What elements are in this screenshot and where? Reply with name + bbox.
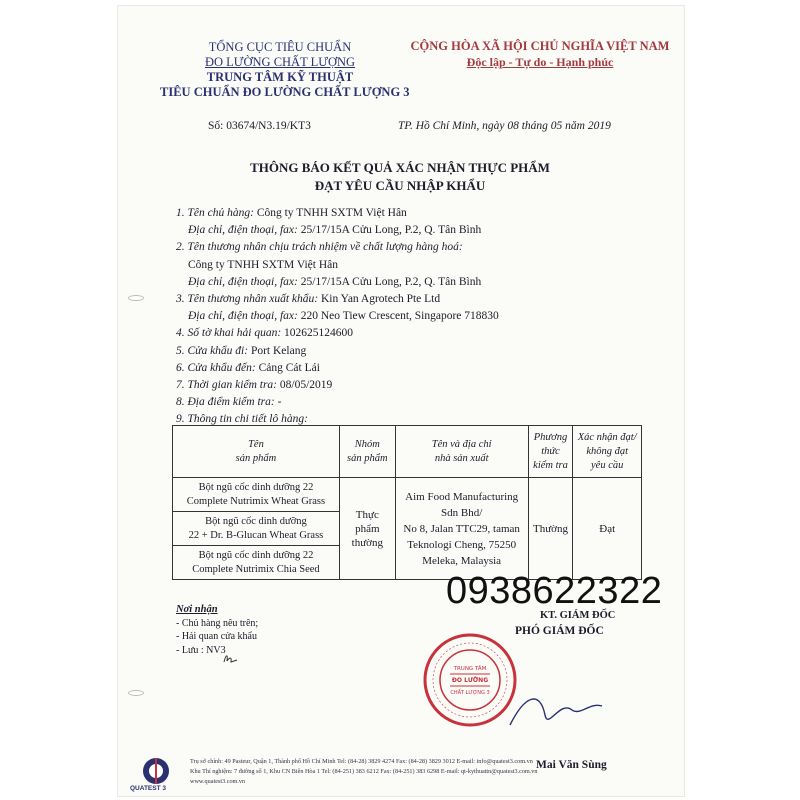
footer-contacts xyxy=(190,757,537,787)
country-name: CỘNG HÒA XÃ HỘI CHỦ NGHĨA VIỆT NAM xyxy=(410,39,670,53)
item-departure-port: 5. Cửa khẩu đi: Port Kelang xyxy=(176,344,307,357)
handwritten-signature xyxy=(500,680,610,740)
issuer-line-1: TỔNG CỤC TIÊU CHUẨN xyxy=(208,40,352,54)
place-date: TP. Hồ Chí Minh, ngày 08 tháng 05 năm 2019 xyxy=(398,120,611,132)
item-owner-address: Địa chỉ, điện thoại, fax: 25/17/15A Cửu Long, P.2, Q. Tân Bình xyxy=(188,224,482,237)
table-row xyxy=(173,478,642,512)
col-inspection-method: Phương thức kiểm tra xyxy=(528,426,573,478)
shipment-info xyxy=(176,205,656,429)
product-group-cell: Thực phẩm thường xyxy=(339,478,395,580)
result-cell: Đạt xyxy=(573,478,642,580)
footer-line: www.quatest3.com.vn xyxy=(190,778,246,785)
signature-kt: KT. GIÁM ĐỐC xyxy=(540,610,616,621)
punch-hole xyxy=(128,690,144,696)
inspection-method-cell: Thường xyxy=(528,478,573,580)
svg-text:TRUNG TÂM: TRUNG TÂM xyxy=(453,666,487,672)
document-title-line-1: THÔNG BÁO KẾT QUẢ XÁC NHẬN THỰC PHẨM xyxy=(250,160,550,175)
footer-line: Trụ sở chính: 49 Pasteur, Quận 1, Thành phố Hồ Chí Minh Tel: (84-28) 3829 4274 Fax: (84-28) 3829 3012 E-mail: info@quatest3.com.vn xyxy=(190,758,533,765)
issuer-header xyxy=(160,40,410,100)
national-header xyxy=(410,38,670,70)
product-name-cell: Bột ngũ cốc dinh dưỡng 22 + Dr. B-Glucan Wheat Grass xyxy=(173,512,340,546)
product-name-cell: Bột ngũ cốc dinh dưỡng 22 Complete Nutrimix Chia Seed xyxy=(173,546,340,580)
issuer-line-4: TIÊU CHUẨN ĐO LƯỜNG CHẤT LƯỢNG 3 xyxy=(160,85,410,99)
document-title-line-2: ĐẠT YÊU CẦU NHẬP KHẨU xyxy=(314,178,486,193)
phone-watermark: 0938622322 xyxy=(446,570,663,612)
table-header-row xyxy=(173,426,642,478)
signature-role: PHÓ GIÁM ĐỐC xyxy=(515,625,604,637)
recipient-item: - Lưu : NV3 xyxy=(176,644,226,656)
item-exporter: 3. Tên thương nhân xuất khẩu: Kin Yan Agrotech Pte Ltd xyxy=(176,293,441,306)
recipient-item: - Hải quan cửa khẩu xyxy=(176,631,257,642)
recipient-item: - Chủ hàng nêu trên; xyxy=(176,617,259,629)
footer-line: Khu Thí nghiệm: 7 đường số 1, Khu CN Biên Hòa 1 Tel: (84-251) 383 6212 Fax: (84-251) 383 6298 E-mail: qt-kythuattn@quatest3.com.vn xyxy=(190,768,538,775)
recipients-title: Nơi nhận xyxy=(176,604,218,615)
manufacturer-cell: Aim Food Manufacturing Sdn Bhd/ No 8, Jalan TTC29, taman Teknologi Cheng, 75250 Meleka, Malaysia xyxy=(395,478,528,580)
item-shipment-details: 9. Thông tin chi tiết lô hàng: xyxy=(176,413,308,426)
item-responsible-name: Công ty TNHH SXTM Việt Hân xyxy=(188,258,338,271)
item-customs-declaration: 4. Số tờ khai hải quan: 102625124600 xyxy=(176,327,354,340)
col-result: Xác nhận đạt/ không đạt yêu cầu xyxy=(573,426,642,478)
initials-mark xyxy=(222,652,240,666)
col-manufacturer: Tên và địa chỉ nhà sản xuất xyxy=(395,426,528,478)
issuer-line-3: TRUNG TÂM KỸ THUẬT xyxy=(206,70,354,84)
logo-text: QUATEST 3 xyxy=(130,785,166,792)
product-name-cell: Bột ngũ cốc dinh dưỡng 22 Complete Nutrimix Wheat Grass xyxy=(173,478,340,512)
item-inspection-time: 7. Thời gian kiểm tra: 08/05/2019 xyxy=(176,379,333,392)
item-responsible: 2. Tên thương nhân chịu trách nhiệm về chất lượng hàng hoá: xyxy=(176,241,463,254)
item-owner: 1. Tên chủ hàng: Công ty TNHH SXTM Việt Hân xyxy=(176,207,407,219)
product-table xyxy=(172,425,642,580)
item-inspection-place: 8. Địa điểm kiểm tra: - xyxy=(176,396,282,409)
svg-text:ĐO LƯỜNG: ĐO LƯỜNG xyxy=(451,677,489,684)
col-product-name: Tên sản phẩm xyxy=(173,426,340,478)
issuer-line-2: ĐO LƯỜNG CHẤT LƯỢNG xyxy=(204,55,356,69)
national-motto: Độc lập - Tự do - Hạnh phúc xyxy=(466,55,614,69)
punch-hole xyxy=(128,295,144,301)
recipients-block xyxy=(176,603,258,657)
document-number: Số: 03674/N3.19/KT3 xyxy=(208,120,311,132)
signer-name: Mai Văn Sùng xyxy=(536,759,607,771)
item-responsible-address: Địa chỉ, điện thoại, fax: 25/17/15A Cửu Long, P.2, Q. Tân Bình xyxy=(188,275,482,288)
svg-text:CHẤT LƯỢNG 3: CHẤT LƯỢNG 3 xyxy=(450,690,490,696)
item-exporter-address: Địa chỉ, điện thoại, fax: 220 Neo Tiew Crescent, Singapore 718830 xyxy=(188,310,499,323)
item-arrival-port: 6. Cửa khẩu đến: Cảng Cát Lái xyxy=(176,361,320,374)
col-product-group: Nhóm sản phẩm xyxy=(339,426,395,478)
